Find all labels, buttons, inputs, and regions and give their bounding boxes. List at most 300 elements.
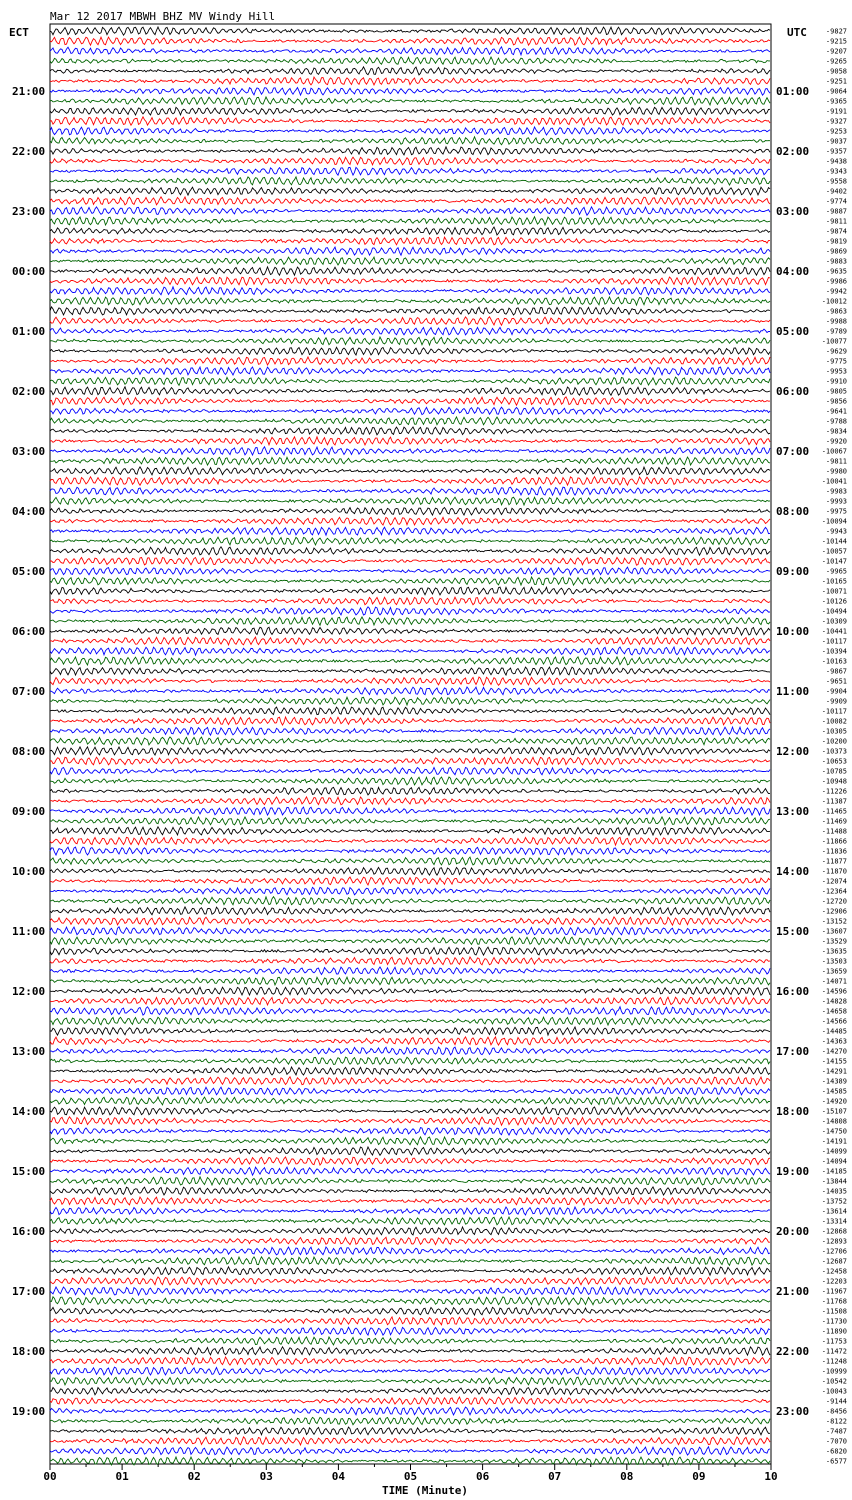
trace-row bbox=[50, 117, 770, 125]
trace-row bbox=[50, 277, 770, 285]
row-offset-value: -9651 bbox=[825, 677, 847, 686]
trace-row bbox=[50, 577, 770, 585]
trace-row bbox=[50, 747, 770, 755]
row-offset-value: -9064 bbox=[825, 87, 847, 96]
x-tick-label: 06 bbox=[475, 1470, 490, 1483]
trace-row bbox=[50, 1437, 770, 1445]
trace-row bbox=[50, 27, 770, 35]
trace-row bbox=[50, 867, 770, 875]
left-hour-label: 15:00 bbox=[12, 1165, 46, 1178]
trace-row bbox=[50, 427, 770, 435]
trace-row bbox=[50, 1037, 770, 1045]
row-offset-value: -12906 bbox=[821, 907, 847, 916]
trace-row bbox=[50, 417, 770, 425]
row-offset-value: -11870 bbox=[821, 867, 847, 876]
right-hour-label: 04:00 bbox=[776, 265, 810, 278]
row-offset-value: -14808 bbox=[821, 1117, 847, 1126]
trace-row bbox=[50, 887, 770, 894]
left-hour-label: 22:00 bbox=[12, 145, 46, 158]
trace-row bbox=[50, 187, 770, 195]
x-tick-label: 02 bbox=[187, 1470, 201, 1483]
trace-row bbox=[50, 787, 770, 795]
trace-row bbox=[50, 737, 770, 745]
row-offset-value: -11730 bbox=[821, 1317, 847, 1326]
row-offset-value: -11866 bbox=[821, 837, 847, 846]
trace-row bbox=[50, 907, 770, 915]
row-offset-value: -9811 bbox=[825, 217, 847, 226]
trace-row bbox=[50, 287, 770, 295]
trace-row bbox=[50, 537, 770, 545]
row-offset-value: -9874 bbox=[825, 227, 847, 236]
row-offset-value: -13607 bbox=[821, 927, 847, 936]
row-offset-value: -15107 bbox=[821, 1107, 847, 1116]
row-offset-value: -10094 bbox=[821, 517, 847, 526]
x-tick-label: 08 bbox=[620, 1470, 634, 1483]
row-offset-value: -11967 bbox=[821, 1287, 847, 1296]
trace-row bbox=[50, 527, 770, 535]
trace-row bbox=[50, 197, 770, 205]
right-hour-label: 03:00 bbox=[776, 205, 810, 218]
left-hour-label: 04:00 bbox=[12, 505, 46, 518]
left-hour-label: 12:00 bbox=[12, 985, 46, 998]
row-offset-value: -9775 bbox=[825, 357, 847, 366]
right-hour-label: 02:00 bbox=[776, 145, 810, 158]
trace-row bbox=[50, 557, 770, 565]
trace-row bbox=[50, 947, 770, 955]
row-offset-value: -10041 bbox=[821, 477, 847, 486]
trace-row bbox=[50, 547, 770, 555]
trace-row bbox=[50, 47, 770, 55]
row-offset-value: -11877 bbox=[821, 857, 847, 866]
trace-row bbox=[50, 247, 770, 255]
row-offset-value: -12458 bbox=[821, 1267, 847, 1276]
row-offset-value: -9856 bbox=[825, 397, 847, 406]
row-offset-value: -10117 bbox=[821, 637, 847, 646]
right-hour-label: 01:00 bbox=[776, 85, 810, 98]
left-hour-label: 07:00 bbox=[12, 685, 46, 698]
trace-row bbox=[50, 647, 770, 655]
row-offset-value: -9144 bbox=[825, 1397, 847, 1406]
row-offset-value: -14185 bbox=[821, 1167, 847, 1176]
row-offset-value: -14585 bbox=[821, 1087, 847, 1096]
row-offset-value: -14071 bbox=[821, 977, 847, 986]
trace-row bbox=[50, 457, 770, 465]
row-offset-value: -9805 bbox=[825, 387, 847, 396]
row-offset-value: -9980 bbox=[825, 467, 847, 476]
trace-row bbox=[50, 267, 770, 275]
right-hour-label: 07:00 bbox=[776, 445, 810, 458]
row-offset-value: -10441 bbox=[821, 627, 847, 636]
row-offset-value: -10144 bbox=[821, 537, 847, 546]
right-hour-label: 11:00 bbox=[776, 685, 810, 698]
trace-row bbox=[50, 897, 770, 905]
trace-row bbox=[50, 937, 770, 945]
row-offset-value: -10067 bbox=[821, 447, 847, 456]
row-offset-value: -10785 bbox=[821, 767, 847, 776]
trace-row bbox=[50, 127, 770, 135]
trace-row bbox=[50, 97, 770, 105]
row-offset-value: -7070 bbox=[825, 1437, 847, 1446]
row-offset-value: -9920 bbox=[825, 437, 847, 446]
row-offset-value: -9215 bbox=[825, 37, 847, 46]
left-hour-label: 17:00 bbox=[12, 1285, 46, 1298]
row-offset-value: -14094 bbox=[821, 1157, 847, 1166]
trace-row bbox=[50, 997, 770, 1005]
trace-row bbox=[50, 1127, 770, 1135]
trace-row bbox=[50, 1267, 770, 1275]
trace-row bbox=[50, 967, 770, 975]
right-hour-label: 10:00 bbox=[776, 625, 810, 638]
row-offset-value: -6820 bbox=[825, 1447, 847, 1456]
x-tick-label: 00 bbox=[43, 1470, 57, 1483]
trace-row bbox=[50, 1397, 770, 1405]
trace-row bbox=[50, 1227, 770, 1235]
row-offset-value: -10542 bbox=[821, 1377, 847, 1386]
right-hour-label: 12:00 bbox=[776, 745, 810, 758]
trace-row bbox=[50, 1187, 770, 1195]
trace-row bbox=[50, 517, 770, 525]
row-offset-value: -10999 bbox=[821, 1367, 847, 1376]
seismic-traces bbox=[50, 27, 770, 1465]
trace-row bbox=[50, 317, 770, 325]
row-offset-value: -13844 bbox=[821, 1177, 847, 1186]
trace-row bbox=[50, 627, 770, 635]
trace-row bbox=[50, 357, 770, 365]
x-tick-label: 04 bbox=[331, 1470, 346, 1483]
row-offset-value: -9827 bbox=[825, 27, 847, 36]
trace-row bbox=[50, 508, 770, 516]
row-offset-value: -9983 bbox=[825, 487, 847, 496]
row-offset-value: -9953 bbox=[825, 367, 847, 376]
trace-row bbox=[50, 167, 770, 175]
right-hour-label: 20:00 bbox=[776, 1225, 810, 1238]
row-offset-value: -10082 bbox=[821, 717, 847, 726]
row-offset-value: -10057 bbox=[821, 547, 847, 556]
left-hour-label: 01:00 bbox=[12, 325, 46, 338]
trace-row bbox=[50, 467, 770, 475]
row-offset-value: -9811 bbox=[825, 457, 847, 466]
trace-row bbox=[50, 107, 770, 115]
row-offset-value: -11387 bbox=[821, 797, 847, 806]
trace-row bbox=[50, 147, 770, 155]
row-offset-value: -9357 bbox=[825, 147, 847, 156]
left-hour-labels bbox=[12, 85, 45, 1418]
trace-row bbox=[50, 567, 770, 575]
row-offset-value: -9629 bbox=[825, 347, 847, 356]
row-offset-value: -12364 bbox=[821, 887, 847, 896]
trace-row bbox=[50, 137, 770, 145]
row-offset-value: -13503 bbox=[821, 957, 847, 966]
trace-row bbox=[50, 1177, 770, 1185]
trace-row bbox=[50, 837, 770, 845]
left-hour-label: 23:00 bbox=[12, 205, 46, 218]
row-offset-value: -9789 bbox=[825, 327, 847, 336]
row-offset-value: -13635 bbox=[821, 947, 847, 956]
trace-row bbox=[50, 1047, 770, 1055]
row-offset-value: -14750 bbox=[821, 1127, 847, 1136]
trace-row bbox=[50, 397, 770, 405]
left-hour-label: 18:00 bbox=[12, 1345, 46, 1358]
row-offset-value: -8456 bbox=[825, 1407, 847, 1416]
row-offset-value: -9037 bbox=[825, 137, 847, 146]
trace-row bbox=[50, 1157, 770, 1165]
row-offset-value: -9883 bbox=[825, 257, 847, 266]
row-offset-value: -9251 bbox=[825, 77, 847, 86]
trace-row bbox=[50, 377, 770, 385]
trace-row bbox=[50, 1317, 770, 1325]
trace-row bbox=[50, 1427, 770, 1435]
trace-row bbox=[50, 327, 770, 335]
trace-row bbox=[50, 307, 770, 315]
trace-row bbox=[50, 1447, 770, 1455]
trace-row bbox=[50, 717, 770, 725]
row-offset-value: -12203 bbox=[821, 1277, 847, 1286]
x-tick-label: 01 bbox=[115, 1470, 129, 1483]
left-hour-label: 08:00 bbox=[12, 745, 46, 758]
row-offset-value: -12893 bbox=[821, 1237, 847, 1246]
trace-row bbox=[50, 617, 770, 625]
x-tick-label: 03 bbox=[259, 1470, 273, 1483]
row-offset-value: -9863 bbox=[825, 307, 847, 316]
trace-row bbox=[50, 1107, 770, 1115]
row-offset-value: -13314 bbox=[821, 1217, 847, 1226]
row-offset-value: -9834 bbox=[825, 427, 847, 436]
right-hour-label: 22:00 bbox=[776, 1345, 810, 1358]
left-hour-label: 02:00 bbox=[12, 385, 46, 398]
row-offset-value: -9402 bbox=[825, 187, 847, 196]
row-offset-value: -10012 bbox=[821, 297, 847, 306]
row-offset-value: -13152 bbox=[821, 917, 847, 926]
right-hour-label: 14:00 bbox=[776, 865, 810, 878]
trace-row bbox=[50, 37, 770, 45]
row-offset-value: -10948 bbox=[821, 777, 847, 786]
row-offset-value: -10200 bbox=[821, 737, 847, 746]
left-hour-label: 10:00 bbox=[12, 865, 46, 878]
trace-row bbox=[50, 777, 770, 785]
trace-row bbox=[50, 367, 770, 375]
trace-row bbox=[50, 857, 770, 865]
trace-row bbox=[50, 817, 770, 825]
trace-row bbox=[50, 1087, 770, 1095]
row-offset-value: -11226 bbox=[821, 787, 847, 796]
trace-row bbox=[50, 177, 770, 185]
trace-row bbox=[50, 1017, 770, 1025]
trace-row bbox=[50, 1377, 770, 1385]
row-offset-value: -14035 bbox=[821, 1187, 847, 1196]
trace-row bbox=[50, 917, 770, 925]
left-hour-label: 14:00 bbox=[12, 1105, 46, 1118]
row-offset-value: -10394 bbox=[821, 647, 847, 656]
trace-row bbox=[50, 1417, 770, 1425]
left-timezone-label: ECT bbox=[9, 26, 29, 39]
trace-row bbox=[50, 1137, 770, 1145]
row-offset-value: -14566 bbox=[821, 1017, 847, 1026]
row-offset-value: -7487 bbox=[825, 1427, 847, 1436]
trace-row bbox=[50, 797, 770, 805]
trace-row bbox=[50, 1077, 770, 1085]
row-offset-values bbox=[822, 28, 847, 1466]
trace-row bbox=[50, 1367, 770, 1375]
row-offset-value: -14920 bbox=[821, 1097, 847, 1106]
left-hour-label: 09:00 bbox=[12, 805, 46, 818]
trace-row bbox=[50, 1357, 770, 1365]
row-offset-value: -10165 bbox=[821, 577, 847, 586]
row-offset-value: -9910 bbox=[825, 377, 847, 386]
row-offset-value: -9993 bbox=[825, 497, 847, 506]
row-offset-value: -9343 bbox=[825, 167, 847, 176]
row-offset-value: -11488 bbox=[821, 827, 847, 836]
trace-row bbox=[50, 1217, 770, 1225]
row-offset-value: -9975 bbox=[825, 507, 847, 516]
trace-row bbox=[50, 677, 770, 685]
trace-row bbox=[50, 1297, 770, 1305]
row-offset-value: -9641 bbox=[825, 407, 847, 416]
row-offset-value: -14291 bbox=[821, 1067, 847, 1076]
trace-row bbox=[50, 237, 770, 245]
right-hour-label: 13:00 bbox=[776, 805, 810, 818]
trace-row bbox=[50, 487, 770, 495]
row-offset-value: -9986 bbox=[825, 277, 847, 286]
trace-row bbox=[50, 847, 770, 855]
trace-row bbox=[50, 757, 770, 765]
row-offset-value: -14155 bbox=[821, 1057, 847, 1066]
right-hour-label: 09:00 bbox=[776, 565, 810, 578]
left-hour-label: 03:00 bbox=[12, 445, 46, 458]
row-offset-value: -10309 bbox=[821, 617, 847, 626]
right-hour-label: 06:00 bbox=[776, 385, 810, 398]
right-hour-label: 05:00 bbox=[776, 325, 810, 338]
row-offset-value: -9365 bbox=[825, 97, 847, 106]
trace-row bbox=[50, 477, 770, 486]
trace-row bbox=[50, 1007, 770, 1015]
trace-row bbox=[50, 1407, 770, 1415]
row-offset-value: -11469 bbox=[821, 817, 847, 826]
trace-row bbox=[50, 637, 770, 645]
trace-row bbox=[50, 88, 770, 96]
trace-row bbox=[50, 977, 770, 985]
row-offset-value: -11508 bbox=[821, 1307, 847, 1316]
trace-row bbox=[50, 657, 770, 665]
row-offset-value: -13752 bbox=[821, 1197, 847, 1206]
trace-row bbox=[50, 587, 770, 595]
row-offset-value: -9635 bbox=[825, 267, 847, 276]
trace-row bbox=[50, 1207, 770, 1215]
row-offset-value: -11753 bbox=[821, 1337, 847, 1346]
left-hour-label: 21:00 bbox=[12, 85, 46, 98]
x-tick-label: 07 bbox=[548, 1470, 562, 1483]
row-offset-value: -10147 bbox=[821, 557, 847, 566]
row-offset-value: -11248 bbox=[821, 1357, 847, 1366]
trace-row bbox=[50, 1337, 770, 1345]
trace-row bbox=[50, 77, 770, 85]
row-offset-value: -9909 bbox=[825, 697, 847, 706]
row-offset-value: -9558 bbox=[825, 177, 847, 186]
x-tick-label: 09 bbox=[692, 1470, 706, 1483]
x-axis bbox=[43, 1464, 777, 1483]
right-hour-label: 19:00 bbox=[776, 1165, 810, 1178]
trace-row bbox=[50, 727, 770, 735]
trace-row bbox=[50, 207, 770, 215]
trace-row bbox=[50, 1247, 770, 1255]
x-tick-label: 05 bbox=[403, 1470, 418, 1483]
row-offset-value: -10117 bbox=[821, 707, 847, 716]
x-axis-label: TIME (Minute) bbox=[381, 1484, 469, 1497]
trace-row bbox=[50, 1117, 770, 1125]
left-hour-label: 05:00 bbox=[12, 565, 46, 578]
row-offset-value: -9867 bbox=[825, 667, 847, 676]
trace-row bbox=[50, 337, 770, 345]
trace-row bbox=[50, 1287, 770, 1295]
row-offset-value: -12868 bbox=[821, 1227, 847, 1236]
row-offset-value: -12720 bbox=[821, 897, 847, 906]
row-offset-value: -14485 bbox=[821, 1027, 847, 1036]
trace-row bbox=[50, 407, 770, 414]
trace-row bbox=[50, 437, 770, 445]
row-offset-value: -9942 bbox=[825, 287, 847, 296]
trace-row bbox=[50, 987, 770, 995]
row-offset-value: -14389 bbox=[821, 1077, 847, 1086]
row-offset-value: -9265 bbox=[825, 57, 847, 66]
row-offset-value: -11465 bbox=[821, 807, 847, 816]
left-hour-label: 13:00 bbox=[12, 1045, 46, 1058]
row-offset-value: -10077 bbox=[821, 337, 847, 346]
row-offset-value: -9965 bbox=[825, 567, 847, 576]
right-hour-label: 17:00 bbox=[776, 1045, 810, 1058]
row-offset-value: -13529 bbox=[821, 937, 847, 946]
row-offset-value: -10126 bbox=[821, 597, 847, 606]
trace-row bbox=[50, 1307, 770, 1315]
trace-row bbox=[50, 827, 770, 835]
right-hour-label: 23:00 bbox=[776, 1405, 810, 1418]
left-hour-label: 16:00 bbox=[12, 1225, 46, 1238]
x-tick-label: 10 bbox=[764, 1470, 778, 1483]
row-offset-value: -10494 bbox=[821, 607, 847, 616]
trace-row bbox=[50, 1327, 770, 1335]
trace-row bbox=[50, 1387, 770, 1395]
right-hour-label: 15:00 bbox=[776, 925, 810, 938]
trace-row bbox=[50, 257, 770, 265]
row-offset-value: -9869 bbox=[825, 247, 847, 256]
trace-row bbox=[50, 1277, 770, 1285]
right-hour-label: 21:00 bbox=[776, 1285, 810, 1298]
row-offset-value: -10163 bbox=[821, 657, 847, 666]
trace-row bbox=[50, 927, 770, 935]
row-offset-value: -14658 bbox=[821, 1007, 847, 1016]
row-offset-value: -9943 bbox=[825, 527, 847, 536]
trace-row bbox=[50, 767, 770, 775]
row-offset-value: -14270 bbox=[821, 1047, 847, 1056]
trace-row bbox=[50, 1027, 770, 1035]
row-offset-value: -9988 bbox=[825, 317, 847, 326]
row-offset-value: -13614 bbox=[821, 1207, 847, 1216]
row-offset-value: -9887 bbox=[825, 207, 847, 216]
row-offset-value: -9327 bbox=[825, 117, 847, 126]
row-offset-value: -10043 bbox=[821, 1387, 847, 1396]
left-hour-label: 00:00 bbox=[12, 265, 46, 278]
row-offset-value: -9819 bbox=[825, 237, 847, 246]
trace-row bbox=[50, 667, 770, 675]
trace-row bbox=[50, 597, 770, 605]
row-offset-value: -9058 bbox=[825, 67, 847, 76]
trace-row bbox=[50, 67, 770, 75]
row-offset-value: -8122 bbox=[825, 1417, 847, 1426]
trace-row bbox=[50, 1067, 770, 1075]
chart-title: Mar 12 2017 MBWH BHZ MV Windy Hill bbox=[50, 10, 276, 23]
trace-row bbox=[50, 1167, 770, 1175]
right-hour-label: 18:00 bbox=[776, 1105, 810, 1118]
trace-row bbox=[50, 1147, 770, 1155]
trace-row bbox=[50, 957, 770, 965]
